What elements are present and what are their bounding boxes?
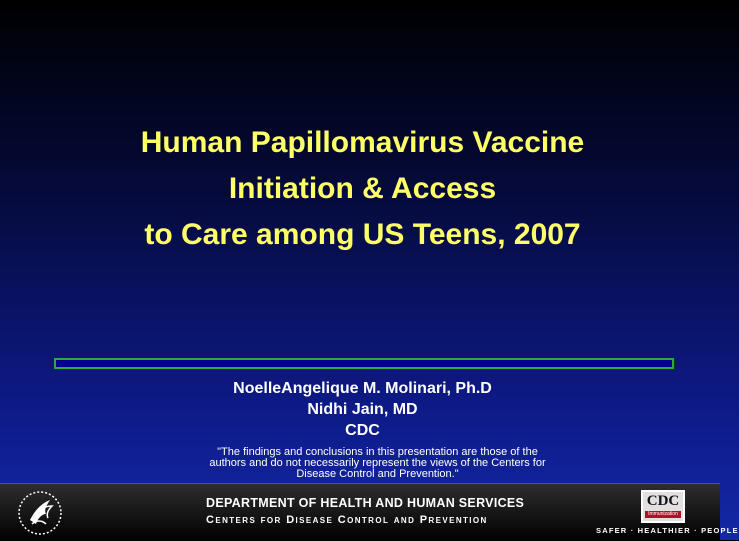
slide-title bbox=[60, 120, 665, 258]
author-affiliation: CDC bbox=[345, 422, 380, 439]
title-line-3: to Care among US Teens, 2007 bbox=[144, 218, 581, 251]
department-name: DEPARTMENT OF HEALTH AND HUMAN SERVICES bbox=[206, 496, 525, 510]
author-1: NoelleAngelique M. Molinari, Ph.D bbox=[233, 380, 492, 397]
title-divider bbox=[54, 358, 674, 369]
author-block bbox=[160, 378, 565, 441]
disclaimer-text: "The findings and conclusions in this presentation are those of the authors and do not necessarily represent the views of the Centers for Disease Control and Prevention." bbox=[209, 446, 546, 480]
hhs-eagle-icon bbox=[16, 490, 64, 536]
cdc-logo-band: Immunization bbox=[645, 511, 681, 518]
title-line-1: Human Papillomavirus Vaccine bbox=[140, 126, 585, 159]
cdc-logo bbox=[641, 490, 685, 523]
title-line-2: Initiation & Access bbox=[228, 172, 497, 205]
centers-name: Centers for Disease Control and Prevention bbox=[206, 514, 488, 526]
author-2: Nidhi Jain, MD bbox=[307, 401, 418, 418]
cdc-tagline: SAFER · HEALTHIER · PEOPLE bbox=[596, 526, 739, 535]
cdc-logo-text: CDC bbox=[646, 493, 680, 509]
footer-banner bbox=[0, 483, 739, 541]
